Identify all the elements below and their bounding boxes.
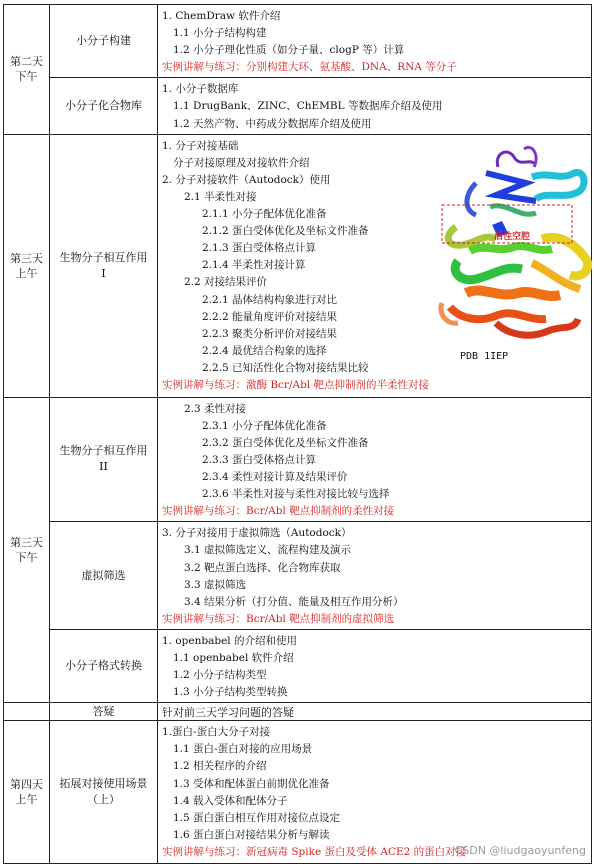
content-line: 2.2.2 能量角度评价对接结果 bbox=[202, 310, 338, 323]
topic-cell bbox=[50, 78, 158, 134]
active-site-label: 活性空腔 bbox=[494, 232, 531, 242]
content-line: 2. 分子对接软件（Autodock）使用 bbox=[162, 173, 331, 186]
day-cell bbox=[4, 5, 50, 135]
content-line: 1.4 载入受体和配体分子 bbox=[173, 794, 288, 807]
content-line: 3.1 虚拟筛选定义、流程构建及演示 bbox=[184, 544, 352, 557]
exercise-line: 实例讲解与练习：Bcr/Abl 靶点抑制剂的虚拟筛选 bbox=[162, 612, 395, 625]
schedule-table bbox=[3, 4, 592, 864]
topic-label: 虚拟筛选 bbox=[81, 568, 126, 582]
content-line: 2.3.3 蛋白受体格点计算 bbox=[202, 453, 317, 466]
content-line: 2.3.4 柔性对接计算及结果评价 bbox=[202, 471, 348, 484]
day-cell bbox=[4, 134, 50, 397]
content-line: 1.6 蛋白蛋白对接结果分析与解读 bbox=[173, 828, 330, 841]
content-line: 1.2 相关程序的介绍 bbox=[173, 760, 267, 773]
content-cell bbox=[158, 522, 592, 630]
topic-cell bbox=[50, 721, 158, 864]
content-line: 1.1 DrugBank、ZINC、ChEMBL 等数据库介绍及使用 bbox=[173, 100, 443, 113]
content-line: 2.3.6 半柔性对接与柔性对接比较与选择 bbox=[202, 488, 390, 501]
protein-ribbon-image bbox=[436, 143, 592, 353]
exercise-line: 实例讲解与练习：分别构建大环、氨基酸、DNA、RNA 等分子 bbox=[162, 61, 457, 74]
schedule-row bbox=[4, 703, 592, 721]
topic-cell bbox=[50, 397, 158, 522]
content-line: 3.3 虚拟筛选 bbox=[184, 578, 247, 591]
day-cell bbox=[4, 721, 50, 864]
content-line: 1.1 蛋白-蛋白对接的应用场景 bbox=[173, 743, 313, 756]
topic-label: 生物分子相互作用 bbox=[59, 444, 148, 458]
day-period: 上午 bbox=[15, 793, 38, 807]
content-line: 2.3 柔性对接 bbox=[184, 402, 247, 415]
content-cell bbox=[158, 397, 592, 522]
content-line: 1.2 小分子结构类型 bbox=[173, 669, 267, 682]
day-cell bbox=[4, 397, 50, 703]
day-label: 第三天 bbox=[10, 535, 43, 549]
topic-label: 答疑 bbox=[92, 704, 115, 718]
schedule-row bbox=[4, 397, 592, 522]
schedule-row bbox=[4, 78, 592, 134]
content-line: 1.5 蛋白蛋白相互作用对接位点设定 bbox=[173, 811, 341, 824]
content-line: 1.2 天然产物、中药成分数据库介绍及使用 bbox=[173, 117, 372, 130]
content-line: 3.4 结果分析（打分值、能量及相互作用分析） bbox=[184, 595, 404, 608]
day-period: 下午 bbox=[15, 550, 38, 564]
topic-label-sub: I bbox=[101, 266, 106, 280]
qa-text: 针对前三天学习问题的答疑 bbox=[162, 705, 294, 719]
content-line: 2.2.5 已知活性化合物对接结果比较 bbox=[202, 361, 369, 374]
content-line: 1. openbabel 的介绍和使用 bbox=[162, 634, 297, 647]
day-cell-empty bbox=[4, 703, 50, 721]
content-line: 2.1.2 蛋白受体优化及坐标文件准备 bbox=[202, 225, 369, 238]
topic-label: 小分子构建 bbox=[76, 34, 131, 48]
content-line: 2.1.3 蛋白受体格点计算 bbox=[202, 242, 317, 255]
schedule-row bbox=[4, 522, 592, 630]
content-cell bbox=[158, 5, 592, 78]
content-line: 1.2 小分子理化性质（如分子量、clogP 等）计算 bbox=[173, 44, 405, 57]
content-line: 1. 小分子数据库 bbox=[162, 83, 239, 96]
content-line: 3.2 靶点蛋白选择、化合物库获取 bbox=[184, 561, 341, 574]
topic-label: 小分子格式转换 bbox=[65, 659, 142, 673]
topic-cell bbox=[50, 629, 158, 702]
topic-cell bbox=[50, 703, 158, 721]
content-cell bbox=[158, 629, 592, 702]
content-line: 2.1 半柔性对接 bbox=[184, 190, 257, 203]
content-line: 1.蛋白-蛋白大分子对接 bbox=[162, 726, 271, 739]
exercise-line: 实例讲解与练习：激酶 Bcr/Abl 靶点抑制剂的半柔性对接 bbox=[162, 378, 429, 391]
content-line: 3. 分子对接用于虚拟筛选（Autodock） bbox=[162, 527, 352, 540]
content-line: 2.2.1 晶体结构构象进行对比 bbox=[202, 293, 338, 306]
content-line: 分子对接原理及对接软件介绍 bbox=[173, 156, 310, 169]
content-line: 2.2.4 最优结合构象的选择 bbox=[202, 344, 327, 357]
day-label: 第二天 bbox=[10, 55, 43, 69]
content-line: 1.1 小分子结构构建 bbox=[173, 27, 267, 40]
topic-label: 生物分子相互作用 bbox=[59, 250, 148, 264]
day-period: 上午 bbox=[15, 266, 38, 280]
topic-cell bbox=[50, 134, 158, 397]
content-line: 2.1.1 小分子配体优化准备 bbox=[202, 208, 327, 221]
exercise-line: 实例讲解与练习：Bcr/Abl 靶点抑制剂的柔性对接 bbox=[162, 505, 395, 518]
day-label: 第四天 bbox=[10, 778, 43, 792]
content-line: 2.1.4 半柔性对接计算 bbox=[202, 259, 306, 272]
content-line: 2.2.3 聚类分析评价对接结果 bbox=[202, 327, 338, 340]
qa-cell bbox=[158, 703, 592, 721]
schedule-row bbox=[4, 5, 592, 78]
topic-cell bbox=[50, 522, 158, 630]
schedule-row bbox=[4, 629, 592, 702]
exercise-line: 实例讲解与练习：新冠病毒 Spike 蛋白及受体 ACE2 的蛋白对接 bbox=[162, 845, 467, 858]
content-line: 2.3.1 小分子配体优化准备 bbox=[202, 419, 327, 432]
content-line: 1. ChemDraw 软件介绍 bbox=[162, 10, 281, 22]
content-line: 1.3 受体和配体蛋白前期优化准备 bbox=[173, 777, 330, 790]
day-period: 下午 bbox=[15, 70, 38, 84]
content-line: 2.3.2 蛋白受体优化及坐标文件准备 bbox=[202, 436, 369, 449]
protein-structure-figure bbox=[436, 143, 592, 373]
topic-label-sub: （上） bbox=[87, 793, 120, 807]
topic-label-sub: II bbox=[99, 460, 108, 474]
watermark-text: CSDN @liudgaoyunfeng bbox=[454, 844, 586, 857]
topic-cell bbox=[50, 5, 158, 78]
content-cell bbox=[158, 78, 592, 134]
day-label: 第三天 bbox=[10, 251, 43, 265]
content-line: 2.2 对接结果评价 bbox=[184, 276, 268, 289]
topic-label: 拓展对接使用场景 bbox=[59, 777, 148, 791]
content-cell bbox=[158, 721, 592, 864]
pdb-id-label: PDB 1IEP bbox=[460, 351, 509, 362]
content-line: 1.3 小分子结构类型转换 bbox=[173, 686, 288, 699]
content-line: 1.1 openbabel 软件介绍 bbox=[173, 651, 294, 664]
schedule-row bbox=[4, 721, 592, 864]
content-line: 1. 分子对接基础 bbox=[162, 139, 239, 152]
topic-label: 小分子化合物库 bbox=[65, 99, 142, 113]
